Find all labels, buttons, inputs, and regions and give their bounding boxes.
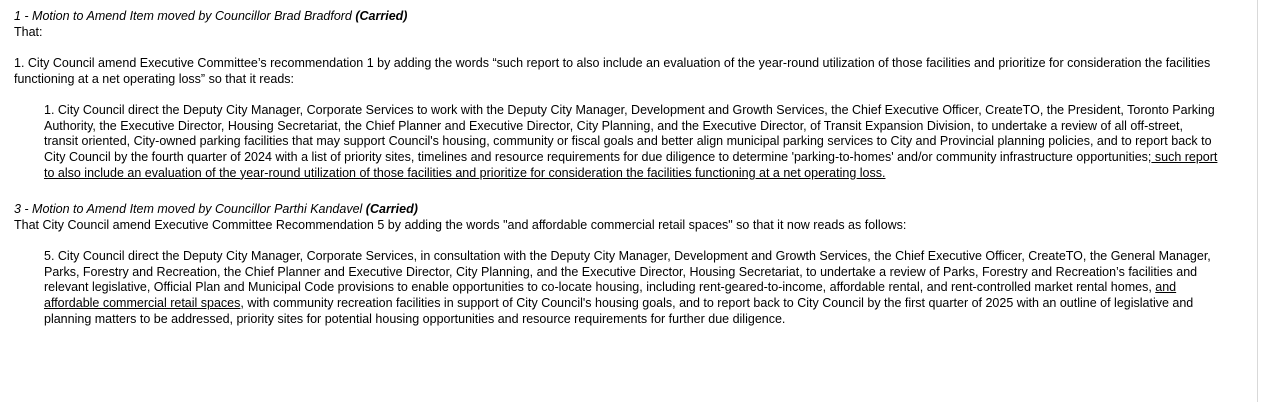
motion-3-quoted-before: 5. City Council direct the Deputy City Manager, Corporate Services, in consultation with the Deputy City Manager, Development and Growth Services, the Chief Executive Officer, CreateTO, the General Manager, Parks, Forestry and Recreation, the Chief Planner and Executive Director, City Planning, and the Executive Director, Housing Secretariat, to undertake a review of Parks, Forestry and Recreation’s facilities and relevant legislative, Official Plan and Municipal Code provisions to enable opportunities to co-locate housing, including rent-geared-to-income, affordable rental, and rent-controlled market rental homes,	[44, 249, 1211, 295]
motion-3-quoted-after: , with community recreation facilities in support of City Council's housing goals, and to report back to City Council by the first quarter of 2025 with an outline of legislative and planning matters to be addressed, priority sites for potential housing opportunities and resource requirements for further due diligence.	[44, 295, 1194, 326]
motion-3-quoted-recommendation	[44, 249, 1218, 327]
motion-1-that-label: That:	[14, 25, 43, 39]
spacer	[14, 181, 1218, 201]
motion-3-that-line: That City Council amend Executive Committee Recommendation 5 by adding the words "and affordable commercial retail spaces" so that it now reads as follows:	[14, 218, 907, 233]
motion-3-heading	[14, 201, 1218, 217]
spacer	[14, 87, 1218, 103]
motion-1-status: (Carried)	[355, 9, 408, 23]
motion-1-amend-intro: 1. City Council amend Executive Committee’s recommendation 1 by adding the words “such report to also include an evaluation of the year-round utilization of those facilities and prioritize for consideration the facilities functioning at a net operating loss” so that it reads:	[14, 56, 1211, 86]
spacer	[14, 233, 1218, 249]
motion-1-heading	[14, 8, 1218, 24]
spacer	[14, 40, 1218, 56]
motion-1-heading-text: 1 - Motion to Amend Item moved by Councillor Brad Bradford	[14, 9, 356, 23]
motion-3-quoted-added: and affordable commercial retail spaces	[44, 280, 1177, 310]
motion-1-quoted-recommendation	[44, 103, 1218, 181]
page-margin-rule	[1257, 0, 1258, 402]
motion-3-heading-text: 3 - Motion to Amend Item moved by Councillor Parthi Kandavel	[14, 202, 366, 217]
motion-1-quoted-before: 1. City Council direct the Deputy City Manager, Corporate Services to work with the Deputy City Manager, Development and Growth Services, the Chief Executive Officer, CreateTO, the President, Toronto Parking Authority, the Executive Director, Housing Secretariat, the Chief Planner and Executive Director, City Planning, and the Executive Director, of Transit Expansion Division, to undertake a review of all off-street, transit oriented, City-owned parking facilities that may support Council's housing, community or fiscal goals and better align municipal parking services to City and Provincial planning policies, and to report back to City Council by the fourth quarter of 2024 with a list of priority sites, timelines and resource requirements for due diligence to determine 'parking-to-homes' and/or community infrastructure opportunities;	[44, 103, 1215, 164]
motion-3-status: (Carried)	[365, 202, 418, 217]
motion-1-quoted-added: such report to also include an evaluation of the year-round utilization of those facilities and prioritize for consideration the facilities functioning at a net operating loss.	[44, 149, 1218, 180]
